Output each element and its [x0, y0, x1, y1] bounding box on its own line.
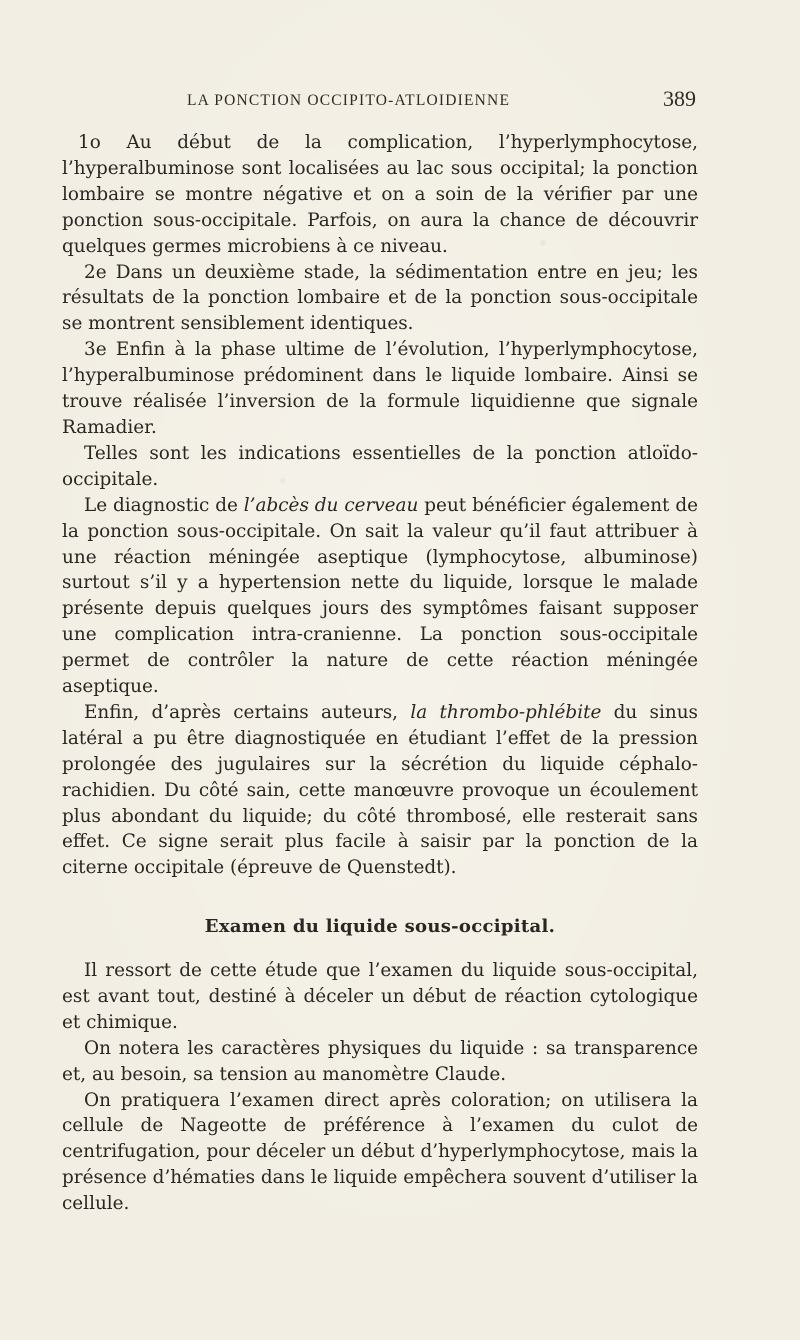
paragraph-stage-1: 1o Au début de la complication, l’hyperlymphocytose, l’hyperalbuminose sont localisées au lac sous occipital; la ponction lombaire se montre négative et on a soin de la vérifier par une ponction sous-occipitale. Parfois, on aura la chance de découvrir quelques germes microbiens à ce niveau. [62, 132, 698, 257]
paragraph-caracteres: On notera les caractères physiques du liquide : sa transparence et, au besoin, sa tension au manomètre Claude. [62, 1037, 698, 1085]
text-segment: Le diagnostic de [84, 494, 244, 516]
running-title: LA PONCTION OCCIPITO-ATLOIDIENNE [187, 92, 511, 109]
text-segment: du sinus latéral a pu être diagnostiquée en étudiant l’effet de la pression prolongée des jugulaires sur la sécrétion du liquide céphalo-rachidien. Du côté sain, cette manœuvre provoque un écoulement plus abondant du liquide; du côté thrombosé, elle resterait sans effet. Ce signe serait plus facile à saisir par la ponction de la citerne occipitale (épreuve de Quenstedt). [62, 701, 699, 879]
italic-term: l’abcès du cerveau [243, 494, 419, 516]
paragraph-abces [62, 493, 698, 700]
text-segment: Enfin, d’après certains auteurs, [84, 701, 411, 723]
italic-term: la thrombo-phlébite [410, 701, 602, 723]
running-head [62, 88, 700, 118]
section-body-1 [62, 130, 698, 881]
paragraph-stage-2: 2e Dans un deuxième stade, la sédimentation entre en jeu; les résultats de la ponction lombaire et de la ponction sous-occipitale se montrent sensiblement identiques. [62, 261, 698, 335]
paragraph-stage-3: 3e Enfin à la phase ultime de l’évolution, l’hyperlymphocytose, l’hyperalbuminose prédominent dans le liquide lombaire. Ainsi se trouve réalisée l’inversion de la formule liquidienne que signale Ramadier. [62, 339, 698, 438]
paragraph-thrombo-phlebite [62, 700, 698, 881]
page-number: 389 [663, 86, 696, 111]
section-heading: Examen du liquide sous-occipital. [204, 916, 556, 937]
paragraph-indications: Telles sont les indications essentielles de la ponction atloïdo-occipitale. [62, 442, 698, 490]
section-body-2 [62, 958, 698, 1217]
paragraph-examen-intro: Il ressort de cette étude que l’examen du liquide sous-occipital, est avant tout, destiné à déceler un début de réaction cytologique et chimique. [62, 960, 698, 1033]
paragraph-examen-direct: On pratiquera l’examen direct après coloration; on utilisera la cellule de Nageotte de préférence à l’examen du culot de centrifugation, pour déceler un début d’hyperlymphocytose, mais la présence d’hématies dans le liquide empêchera souvent d’utiliser la cellule. [62, 1089, 698, 1215]
text-segment: peut bénéficier également de la ponction sous-occipitale. On sait la valeur qu’il faut attribuer à une réaction méningée aseptique (lymphocytose, albuminose) surtout s’il y a hypertension nette du liquide, lorsque le malade présente depuis quelques jours des symptômes faisant supposer une complication intra-cranienne. La ponction sous-occipitale permet de contrôler la nature de cette réaction méningée aseptique. [62, 494, 698, 698]
